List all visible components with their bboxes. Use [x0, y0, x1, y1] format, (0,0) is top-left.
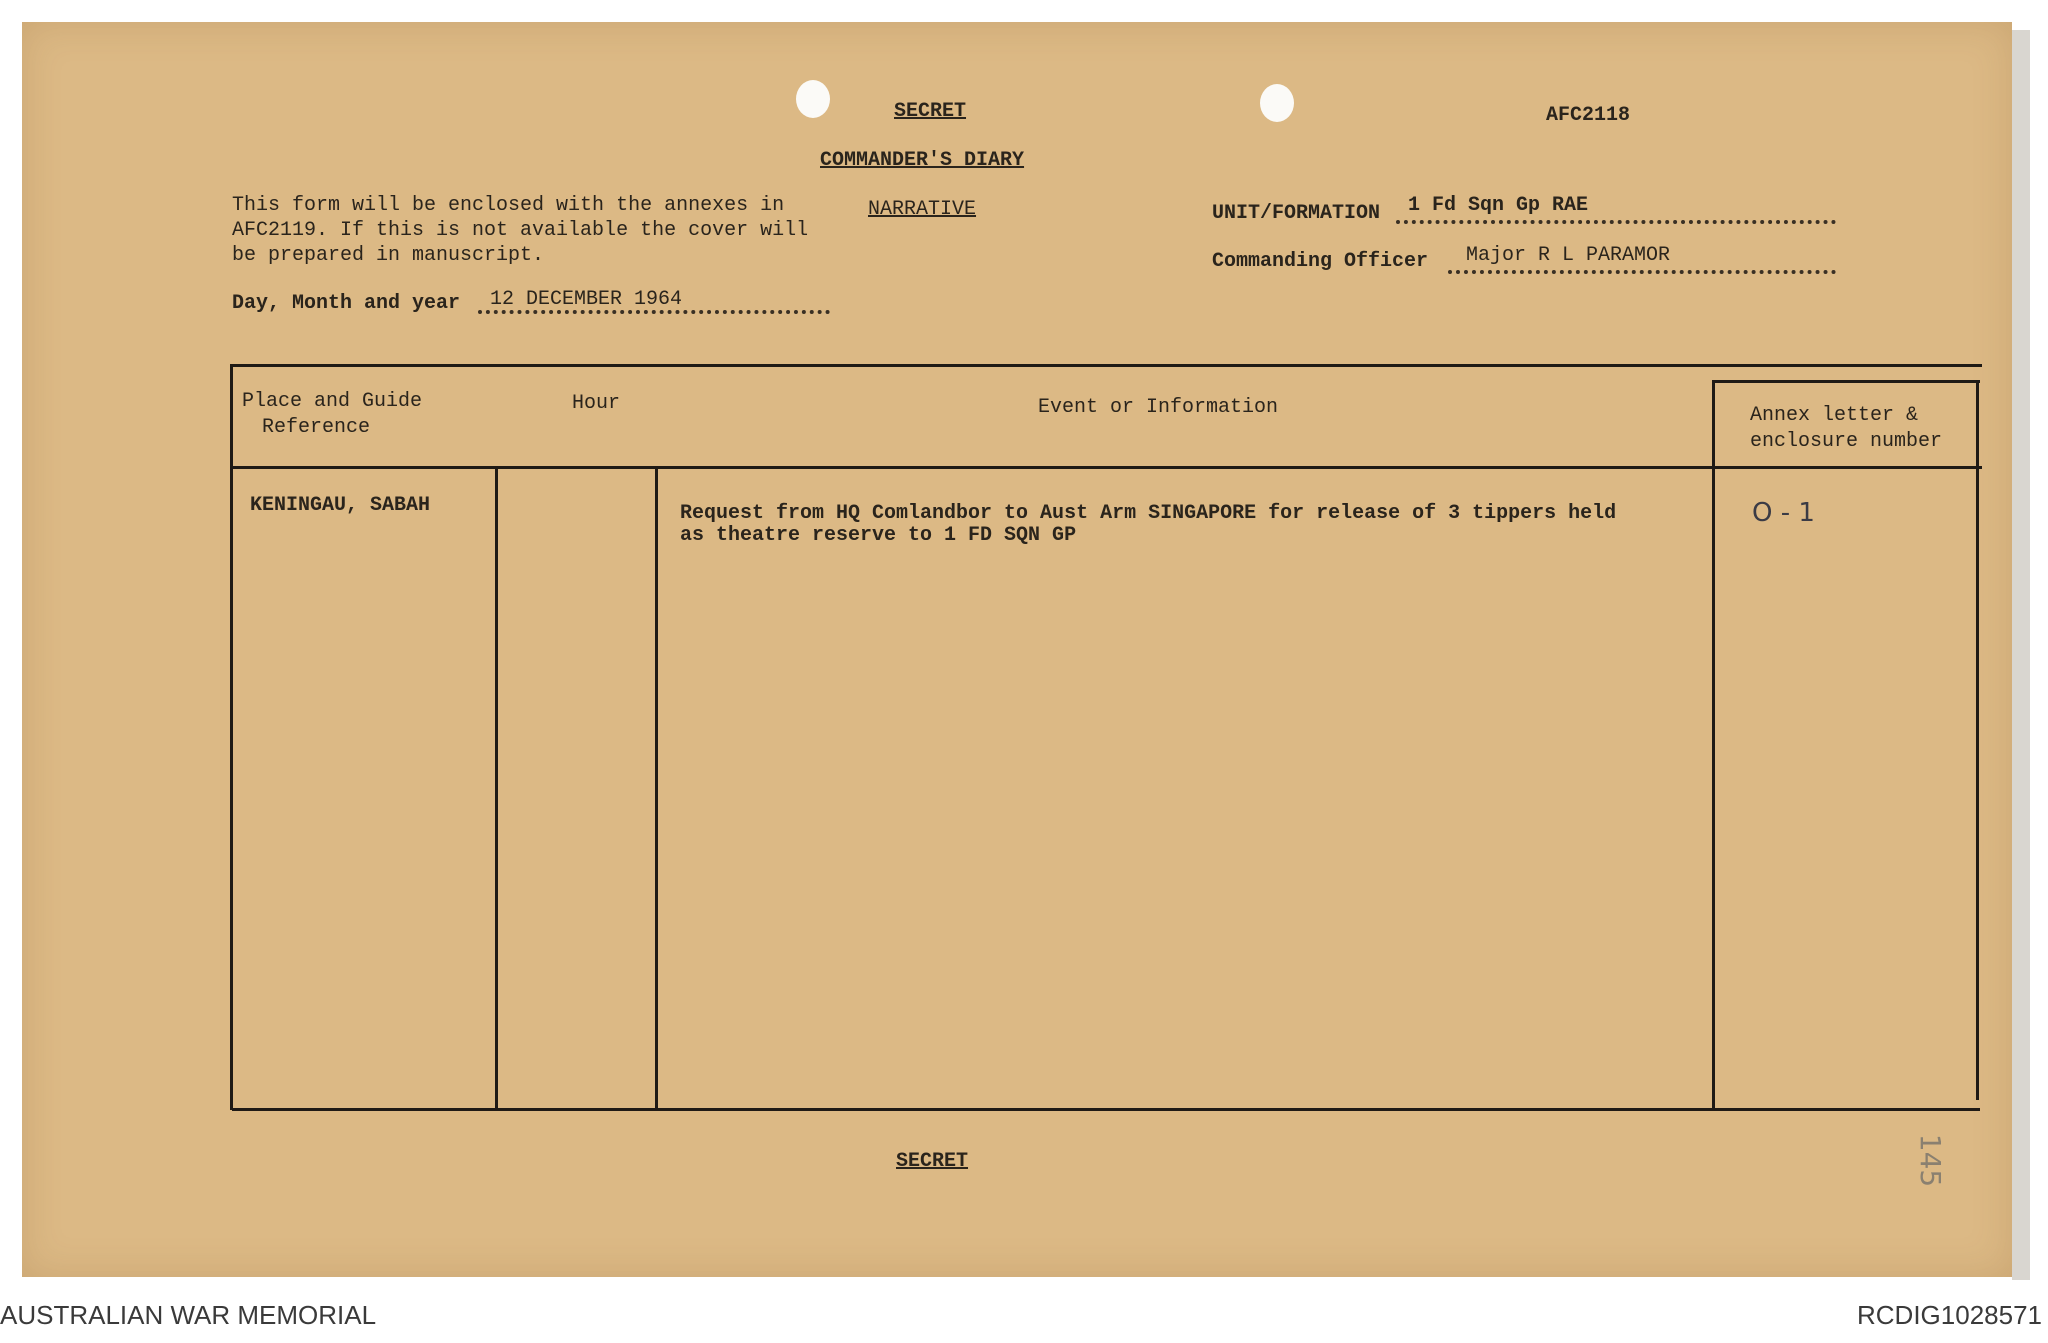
row-event-line-2: as theatre reserve to 1 FD SQN GP	[680, 524, 1077, 547]
classification-top: SECRET	[894, 100, 967, 123]
header-place-line-2: Reference	[262, 416, 371, 439]
instruction-line-2: AFC2119. If this is not available the cover will	[232, 219, 809, 242]
header-event: Event or Information	[1038, 396, 1279, 419]
header-bottom-border	[230, 466, 1982, 469]
date-label: Day, Month and year	[232, 292, 461, 315]
table-right-border	[1976, 380, 1979, 1100]
instruction-line-1: This form will be enclosed with the annexes in	[232, 194, 785, 217]
footer-record-id: RCDIG1028571	[1857, 1300, 2042, 1330]
co-dotted-line	[1448, 270, 1836, 274]
header-place-line-1: Place and Guide	[242, 390, 423, 413]
event-annex-divider	[1712, 380, 1715, 1110]
annex-top-border	[1712, 380, 1980, 383]
unit-dotted-line	[1396, 220, 1836, 224]
punch-hole-left	[796, 80, 830, 118]
co-value: Major R L PARAMOR	[1466, 244, 1671, 267]
row-place: KENINGAU, SABAH	[250, 494, 431, 517]
narrative-label: NARRATIVE	[868, 198, 977, 221]
punch-hole-right	[1260, 84, 1294, 122]
header-hour: Hour	[572, 392, 621, 415]
instruction-line-3: be prepared in manuscript.	[232, 244, 545, 267]
place-hour-divider	[495, 466, 498, 1110]
hour-event-divider	[655, 466, 658, 1110]
unit-label: UNIT/FORMATION	[1212, 202, 1381, 225]
header-annex-line-2: enclosure number	[1750, 430, 1943, 453]
folio-number: 145	[1914, 1133, 1948, 1188]
row-event-line-1: Request from HQ Comlandbor to Aust Arm SINGAPORE for release of 3 tippers held	[680, 502, 1617, 525]
unit-value: 1 Fd Sqn Gp RAE	[1408, 194, 1589, 217]
co-label: Commanding Officer	[1212, 250, 1429, 273]
diary-title: COMMANDER'S DIARY	[820, 149, 1025, 172]
table-left-border	[230, 364, 233, 1110]
date-value: 12 DECEMBER 1964	[490, 288, 683, 311]
table-top-border	[230, 364, 1982, 367]
form-number: AFC2118	[1546, 104, 1631, 127]
header-annex-line-1: Annex letter &	[1750, 404, 1919, 427]
footer-institution: AUSTRALIAN WAR MEMORIAL	[0, 1300, 377, 1330]
classification-bottom: SECRET	[896, 1150, 969, 1173]
page-edge	[2012, 30, 2030, 1280]
row-annex-handwritten: O - 1	[1752, 498, 1815, 528]
